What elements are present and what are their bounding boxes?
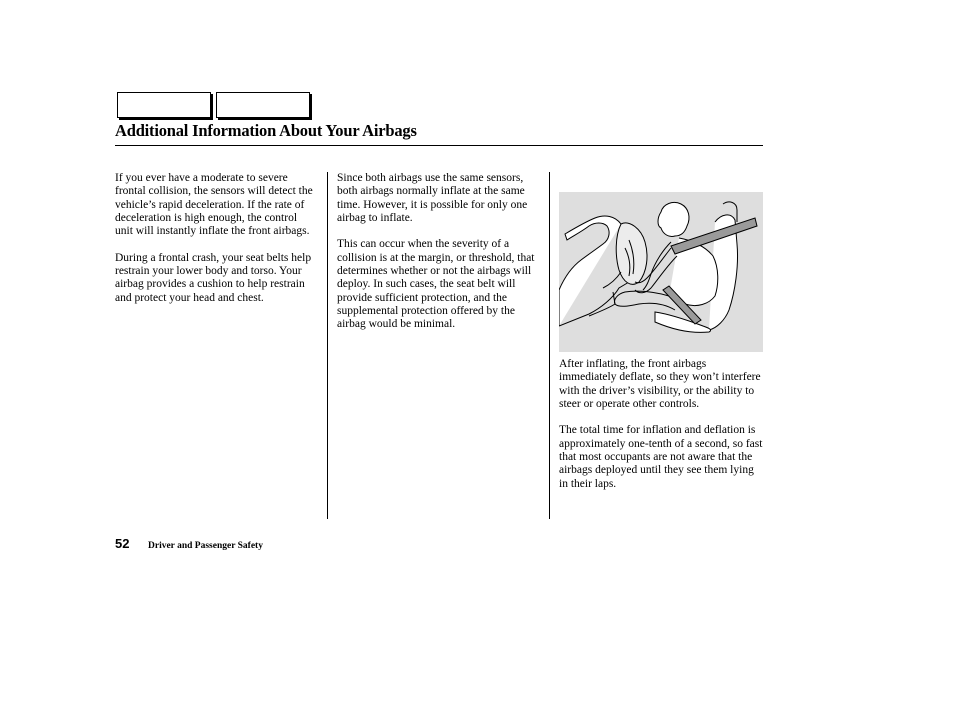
page-title: Additional Information About Your Airbags [115, 121, 417, 140]
col1-paragraph-2: During a frontal crash, your seat belts help restrain your lower body and torso. Your airbag provides a cushion to help restrain and protect your head and chest. [115, 251, 312, 304]
driver-airbag-deployment-icon [559, 192, 763, 352]
title-underline [115, 145, 763, 146]
col3-paragraph-1: After inflating, the front airbags immediately deflate, so they won’t interfere with the driver’s visibility, or the ability to steer or operate other controls. [559, 358, 761, 410]
column-divider [549, 172, 550, 519]
col1-paragraph-1: If you ever have a moderate to severe frontal collision, the sensors will detect the vehicle’s rapid deceleration. If the rate of deceleration is high enough, the control unit will instantly inflate the front airbags. [115, 172, 313, 238]
airbag-illustration [559, 192, 763, 352]
col3-paragraph-2: The total time for inflation and deflation is approximately one-tenth of a second, so fast that most occupants are not aware that the airbags deployed until they see them lying in their laps. [559, 424, 763, 490]
nav-box-previous[interactable] [117, 92, 211, 118]
col2-paragraph-1: Since both airbags use the same sensors, both airbags normally inflate at the same time. However, it is possible for only one airbag to inflate. [337, 172, 528, 224]
col2-paragraph-2: This can occur when the severity of a collision is at the margin, or threshold, that determines whether or not the airbags will deploy. In such cases, the seat belt will provide sufficient protection, and the supplemental protection offered by the airbag would be minimal. [337, 238, 535, 331]
column-2 [337, 172, 539, 345]
column-3 [559, 358, 763, 504]
column-divider [327, 172, 328, 519]
section-name: Driver and Passenger Safety [148, 541, 263, 551]
nav-box-next[interactable] [216, 92, 310, 118]
column-1 [115, 172, 315, 318]
page-number: 52 [115, 536, 130, 551]
